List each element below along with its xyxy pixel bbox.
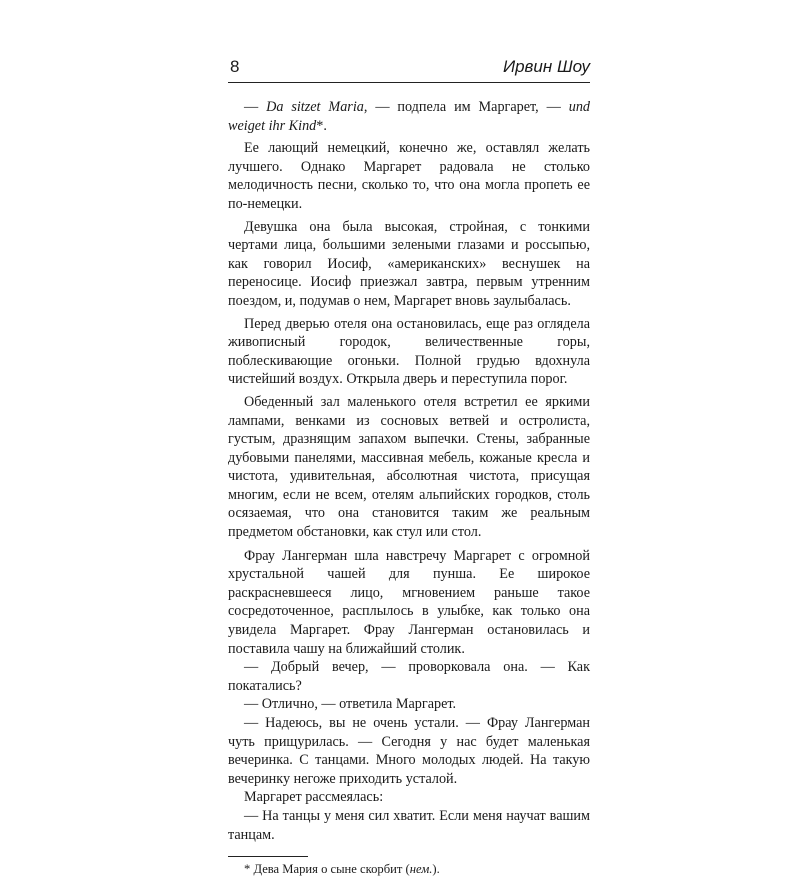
paragraph — [228, 658, 590, 695]
paragraph — [228, 695, 590, 714]
italic-text: und weiget ihr Kind — [228, 99, 590, 134]
running-title: Ирвин Шоу — [502, 57, 590, 76]
text-run: Маргарет рассмеялась: — [244, 789, 384, 806]
text-run: ). — [432, 862, 440, 877]
text-run: * Дева Мария о сыне скорбит ( — [244, 862, 410, 877]
text-run: Девушка она была высокая, стройная, с тонкими чертами лица, большими зелеными глазами и россыпью, как говорил Иосиф, «американских» веснушек на переносице. Иосиф приезжал завтра, первым утренним поездом, и, подумав о нем, Маргарет вновь заулыбалась. — [228, 218, 590, 309]
paragraph — [228, 393, 590, 542]
body-text — [228, 98, 590, 844]
text-run: Ее лающий немецкий, конечно же, оставлял желать лучшего. Однако Маргарет радовала не столько мелодичность песни, сколько то, что она могла пропеть ее по-немецки. — [228, 140, 590, 212]
text-run: — Надеюсь, вы не очень устали. — Фрау Лангерман чуть прищурилась. — Сегодня у нас будет маленькая вечеринка. С танцами. Много молодых людей. На такую вечеринку негоже приходить усталой. — [228, 715, 590, 787]
text-run: Перед дверью отеля она остановилась, еще раз оглядела живописный городок, величественные горы, поблескивающие огоньки. Полной грудью вдохнула чистейший воздух. Открыла дверь и переступила порог. — [228, 315, 590, 388]
italic-text: Da sitzet Maria — [266, 99, 364, 115]
text-run: , — подпела им Маргарет, — — [363, 99, 569, 115]
paragraph — [228, 788, 590, 807]
paragraph — [228, 714, 590, 788]
footnote-divider — [228, 856, 308, 857]
text-run: — Добрый вечер, — проворковала она. — Как покатались? — [228, 659, 590, 694]
text-run: Фрау Лангерман шла навстречу Маргарет с огромной хрустальной чашей для пунша. Ее широкое раскрасневшееся лицо, мгновением раньше такое сосредоточенное, расплылось в улыбке, как только она увидела Маргарет. Фрау Лангерман остановилась и поставила чашу на ближайший столик. — [228, 547, 590, 657]
paragraph — [228, 315, 590, 389]
paragraph — [228, 218, 590, 311]
book-page — [228, 56, 590, 877]
paragraph — [228, 139, 590, 213]
page-header — [228, 56, 590, 83]
text-run: — На танцы у меня сил хватит. Если меня научат вашим танцам. — [228, 807, 590, 843]
italic-text: нем. — [409, 862, 433, 877]
footnote — [228, 861, 590, 877]
paragraph — [228, 98, 590, 135]
text-run: *. — [316, 117, 327, 134]
text-run: — Отлично, — ответила Маргарет. — [244, 696, 457, 713]
page-number: 8 — [230, 57, 240, 76]
paragraph — [228, 807, 590, 844]
text-run: — — [244, 99, 267, 115]
text-run: Обеденный зал маленького отеля встретил ее яркими лампами, венками из сосновых ветвей и остролиста, густым, дразнящим запахом выпечки. Стены, забранные дубовыми панелями, массивная мебель, кожаные кресла и чистота, удивительная, абсолютная чистота, присущая многим, если не всем, отелям альпийских городков, столь осязаемая, что она становится таким же реальным предметом обстановки, как стул или стол. — [228, 393, 590, 541]
paragraph — [228, 547, 590, 659]
